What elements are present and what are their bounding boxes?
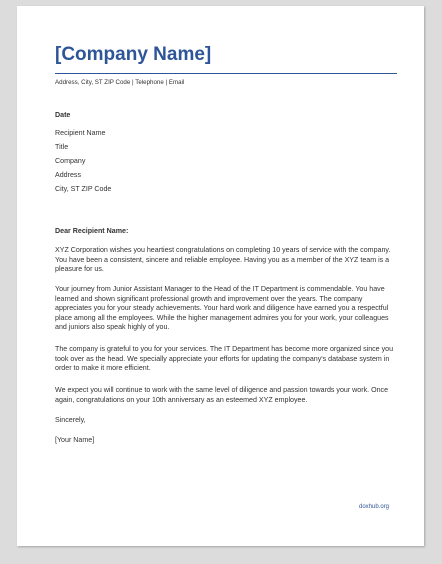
- recipient-name: Recipient Name: [55, 129, 106, 137]
- recipient-company: Company: [55, 157, 86, 165]
- recipient-address: Address: [55, 171, 82, 179]
- paragraph-expectation: We expect you will continue to work with the same level of diligence and passion towards your work. Once again, congratulations on your 10th anniversary as an esteemed XYZ employee.: [55, 386, 389, 404]
- paragraph-gratitude: The company is grateful to you for your services. The IT Department has become more organized since you took over as the head. We specially appreciate your efforts for updating the company's database system in order to make it more efficient.: [55, 345, 394, 372]
- company-name: [Company Name]: [55, 44, 212, 65]
- recipient-title: Title: [55, 143, 69, 151]
- paragraph-congratulations: XYZ Corporation wishes you heartiest congratulations on completing 10 years of service with the company. You have been a consistent, sincere and reliable employee. Having you as a member of the XYZ team is a pleasure for us.: [55, 246, 391, 273]
- address-line: Address, City, ST ZIP Code | Telephone | Email: [55, 79, 185, 86]
- recipient-city-line: City, ST ZIP Code: [55, 185, 112, 193]
- letter-page: [17, 6, 424, 546]
- date-label: Date: [55, 111, 71, 119]
- salutation: Dear Recipient Name:: [55, 227, 129, 235]
- source-watermark: doxhub.org: [359, 504, 390, 510]
- header-divider: [55, 73, 397, 74]
- closing: Sincerely,: [55, 416, 86, 424]
- signature: [Your Name]: [55, 436, 95, 444]
- paragraph-journey: Your journey from Junior Assistant Manager to the Head of the IT Department is commendable. You have learned and shown significant professional growth and improvement over the years. The company appreciates you for your steady achievements. Your hard work and diligence have earned you a respectful place among all the employees. While the higher management admires you for your work, your colleagues and juniors also speak highly of you.: [55, 285, 389, 331]
